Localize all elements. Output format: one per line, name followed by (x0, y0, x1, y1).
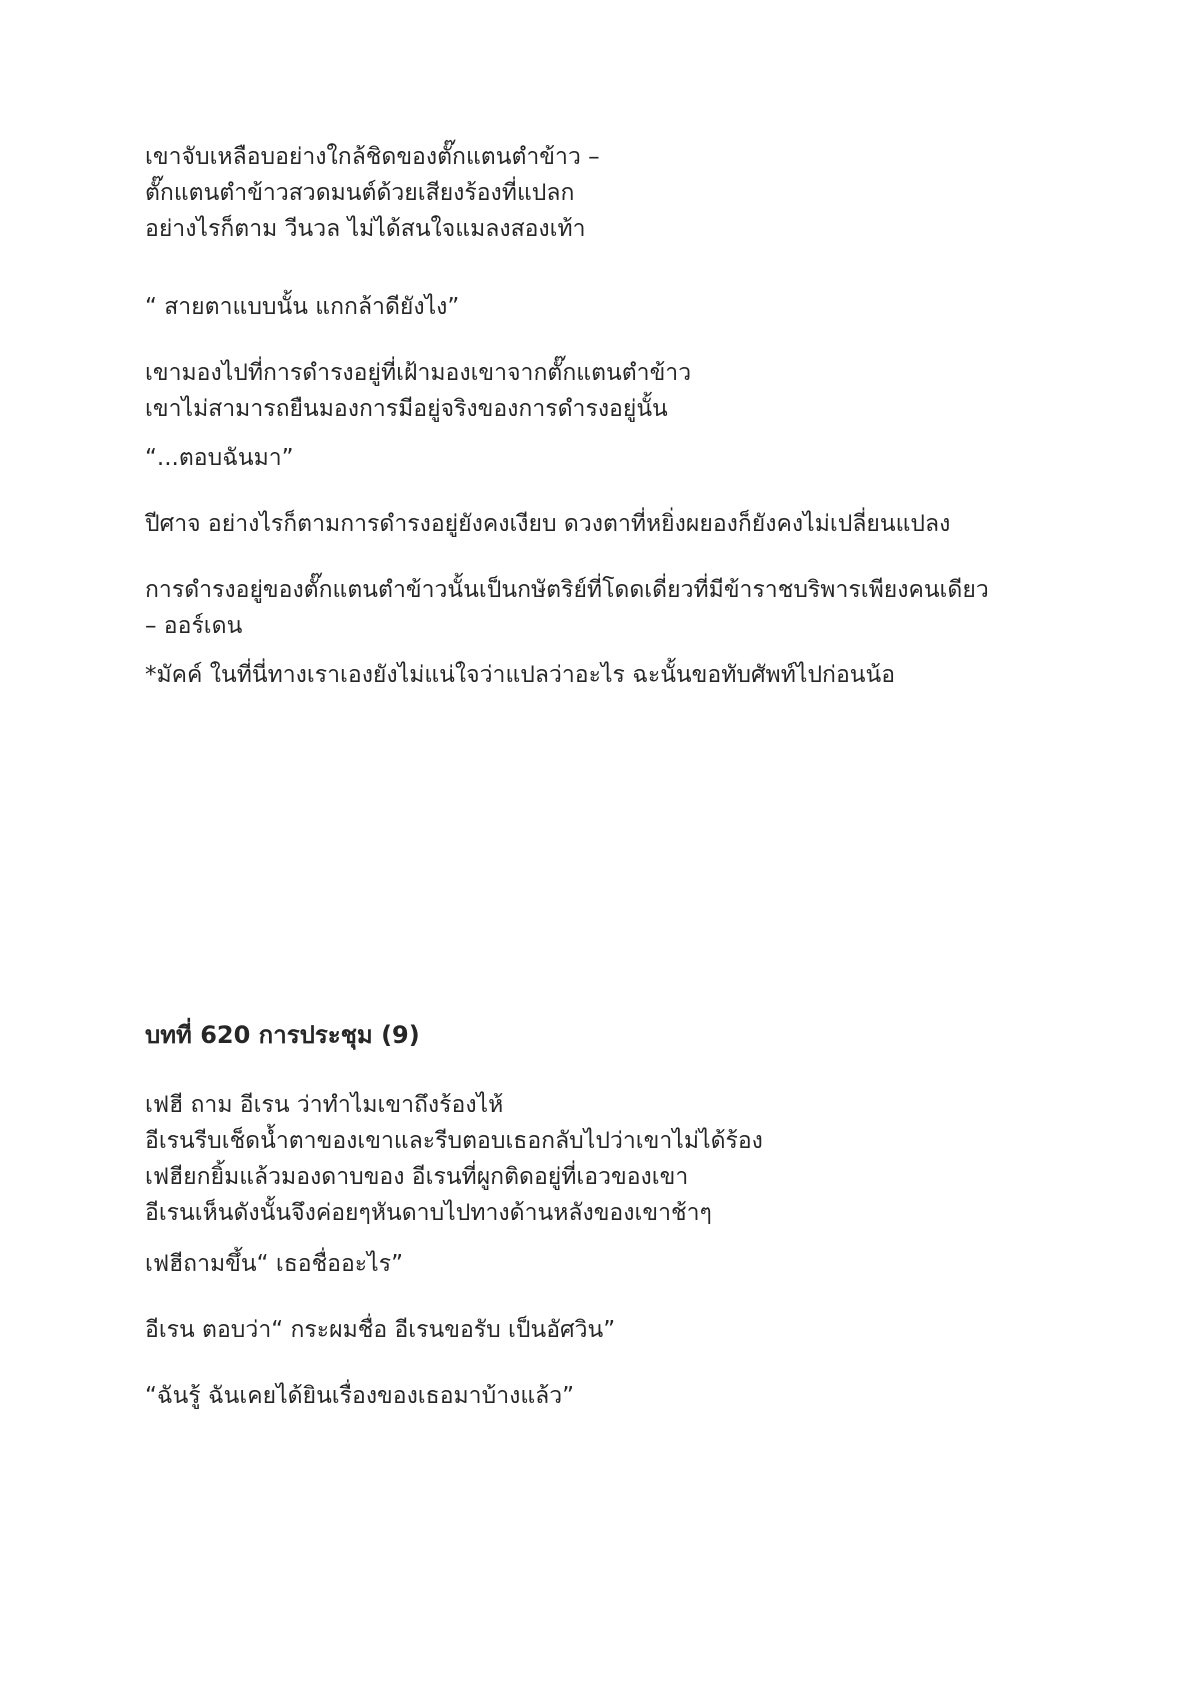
text-line: เขามองไปที่การดำรงอยู่ที่เฝ้ามองเขาจากตั๊กแตนตำข้าว (145, 360, 692, 386)
text-line: – ออร์เดน (145, 613, 243, 639)
paragraph-dialogue-answer (145, 440, 1045, 476)
paragraph-fehi-knows (145, 1378, 1045, 1414)
paragraph-lonely-king (145, 572, 1045, 644)
text-line: การดำรงอยู่ของตั๊กแตนตำข้าวนั้นเป็นกษัตริย์ที่โดดเดี่ยวที่มีข้าราชบริพารเพียงคนเดียว (145, 577, 989, 603)
text-line: เฟฮีถามขึ้น“ เธอชื่ออะไร” (145, 1251, 403, 1277)
text-line: *มัคค์ ในที่นี่ทางเราเองยังไม่แน่ใจว่าแปลว่าอะไร ฉะนั้นขอทับศัพท์ไปก่อนน้อ (145, 662, 896, 688)
text-line: ปีศาจ อย่างไรก็ตามการดำรงอยู่ยังคงเงียบ ดวงตาที่หยิ่งผยองก็ยังคงไม่เปลี่ยนแปลง (145, 511, 951, 537)
text-line: อีเรนเห็นดังนั้นจึงค่อยๆหันดาบไปทางด้านหลังของเขาช้าๆ (145, 1200, 712, 1226)
text-line: เฟฮี ถาม อีเรน ว่าทำไมเขาถึงร้องไห้ (145, 1092, 504, 1118)
text-line: “...ตอบฉันมา” (145, 445, 294, 471)
text-line: อย่างไรก็ตาม วีนวล ไม่ได้สนใจแมลงสองเท้า (145, 216, 586, 242)
text-line: “ฉันรู้ ฉันเคยได้ยินเรื่องของเธอมาบ้างแล้ว” (145, 1383, 575, 1409)
paragraph-iren-answer (145, 1312, 1045, 1348)
translator-note (145, 657, 1045, 693)
paragraph-demon-silence (145, 506, 1045, 542)
paragraph-dialogue-gaze (145, 289, 1045, 325)
text-line: เขาจับเหลือบอย่างใกล้ชิดของตั๊กแตนตำข้าว – (145, 144, 600, 170)
paragraph-fehi-asks (145, 1087, 1045, 1231)
text-line: เฟฮียกยิ้มแล้วมองดาบของ อีเรนที่ผูกติดอยู่ที่เอวของเขา (145, 1164, 689, 1190)
paragraph-mantis-observation (145, 139, 1045, 247)
text-line: อีเรน ตอบว่า“ กระผมชื่อ อีเรนขอรับ เป็นอัศวิน” (145, 1317, 616, 1343)
text-line: เขาไม่สามารถยืนมองการมีอยู่จริงของการดำรงอยู่นั้น (145, 396, 668, 422)
chapter-heading (145, 1017, 1045, 1053)
text-line: “ สายตาแบบนั้น แกกล้าดียังไง” (145, 294, 460, 320)
paragraph-watching-existence (145, 355, 1045, 427)
chapter-title: บทที่ 620 การประชุม (9) (145, 1021, 420, 1049)
text-line: อีเรนรีบเช็ดน้ำตาของเขาและรีบตอบเธอกลับไปว่าเขาไม่ได้ร้อง (145, 1128, 763, 1154)
paragraph-fehi-question (145, 1246, 1045, 1282)
text-line: ตั๊กแตนตำข้าวสวดมนต์ด้วยเสียงร้องที่แปลก (145, 180, 575, 206)
